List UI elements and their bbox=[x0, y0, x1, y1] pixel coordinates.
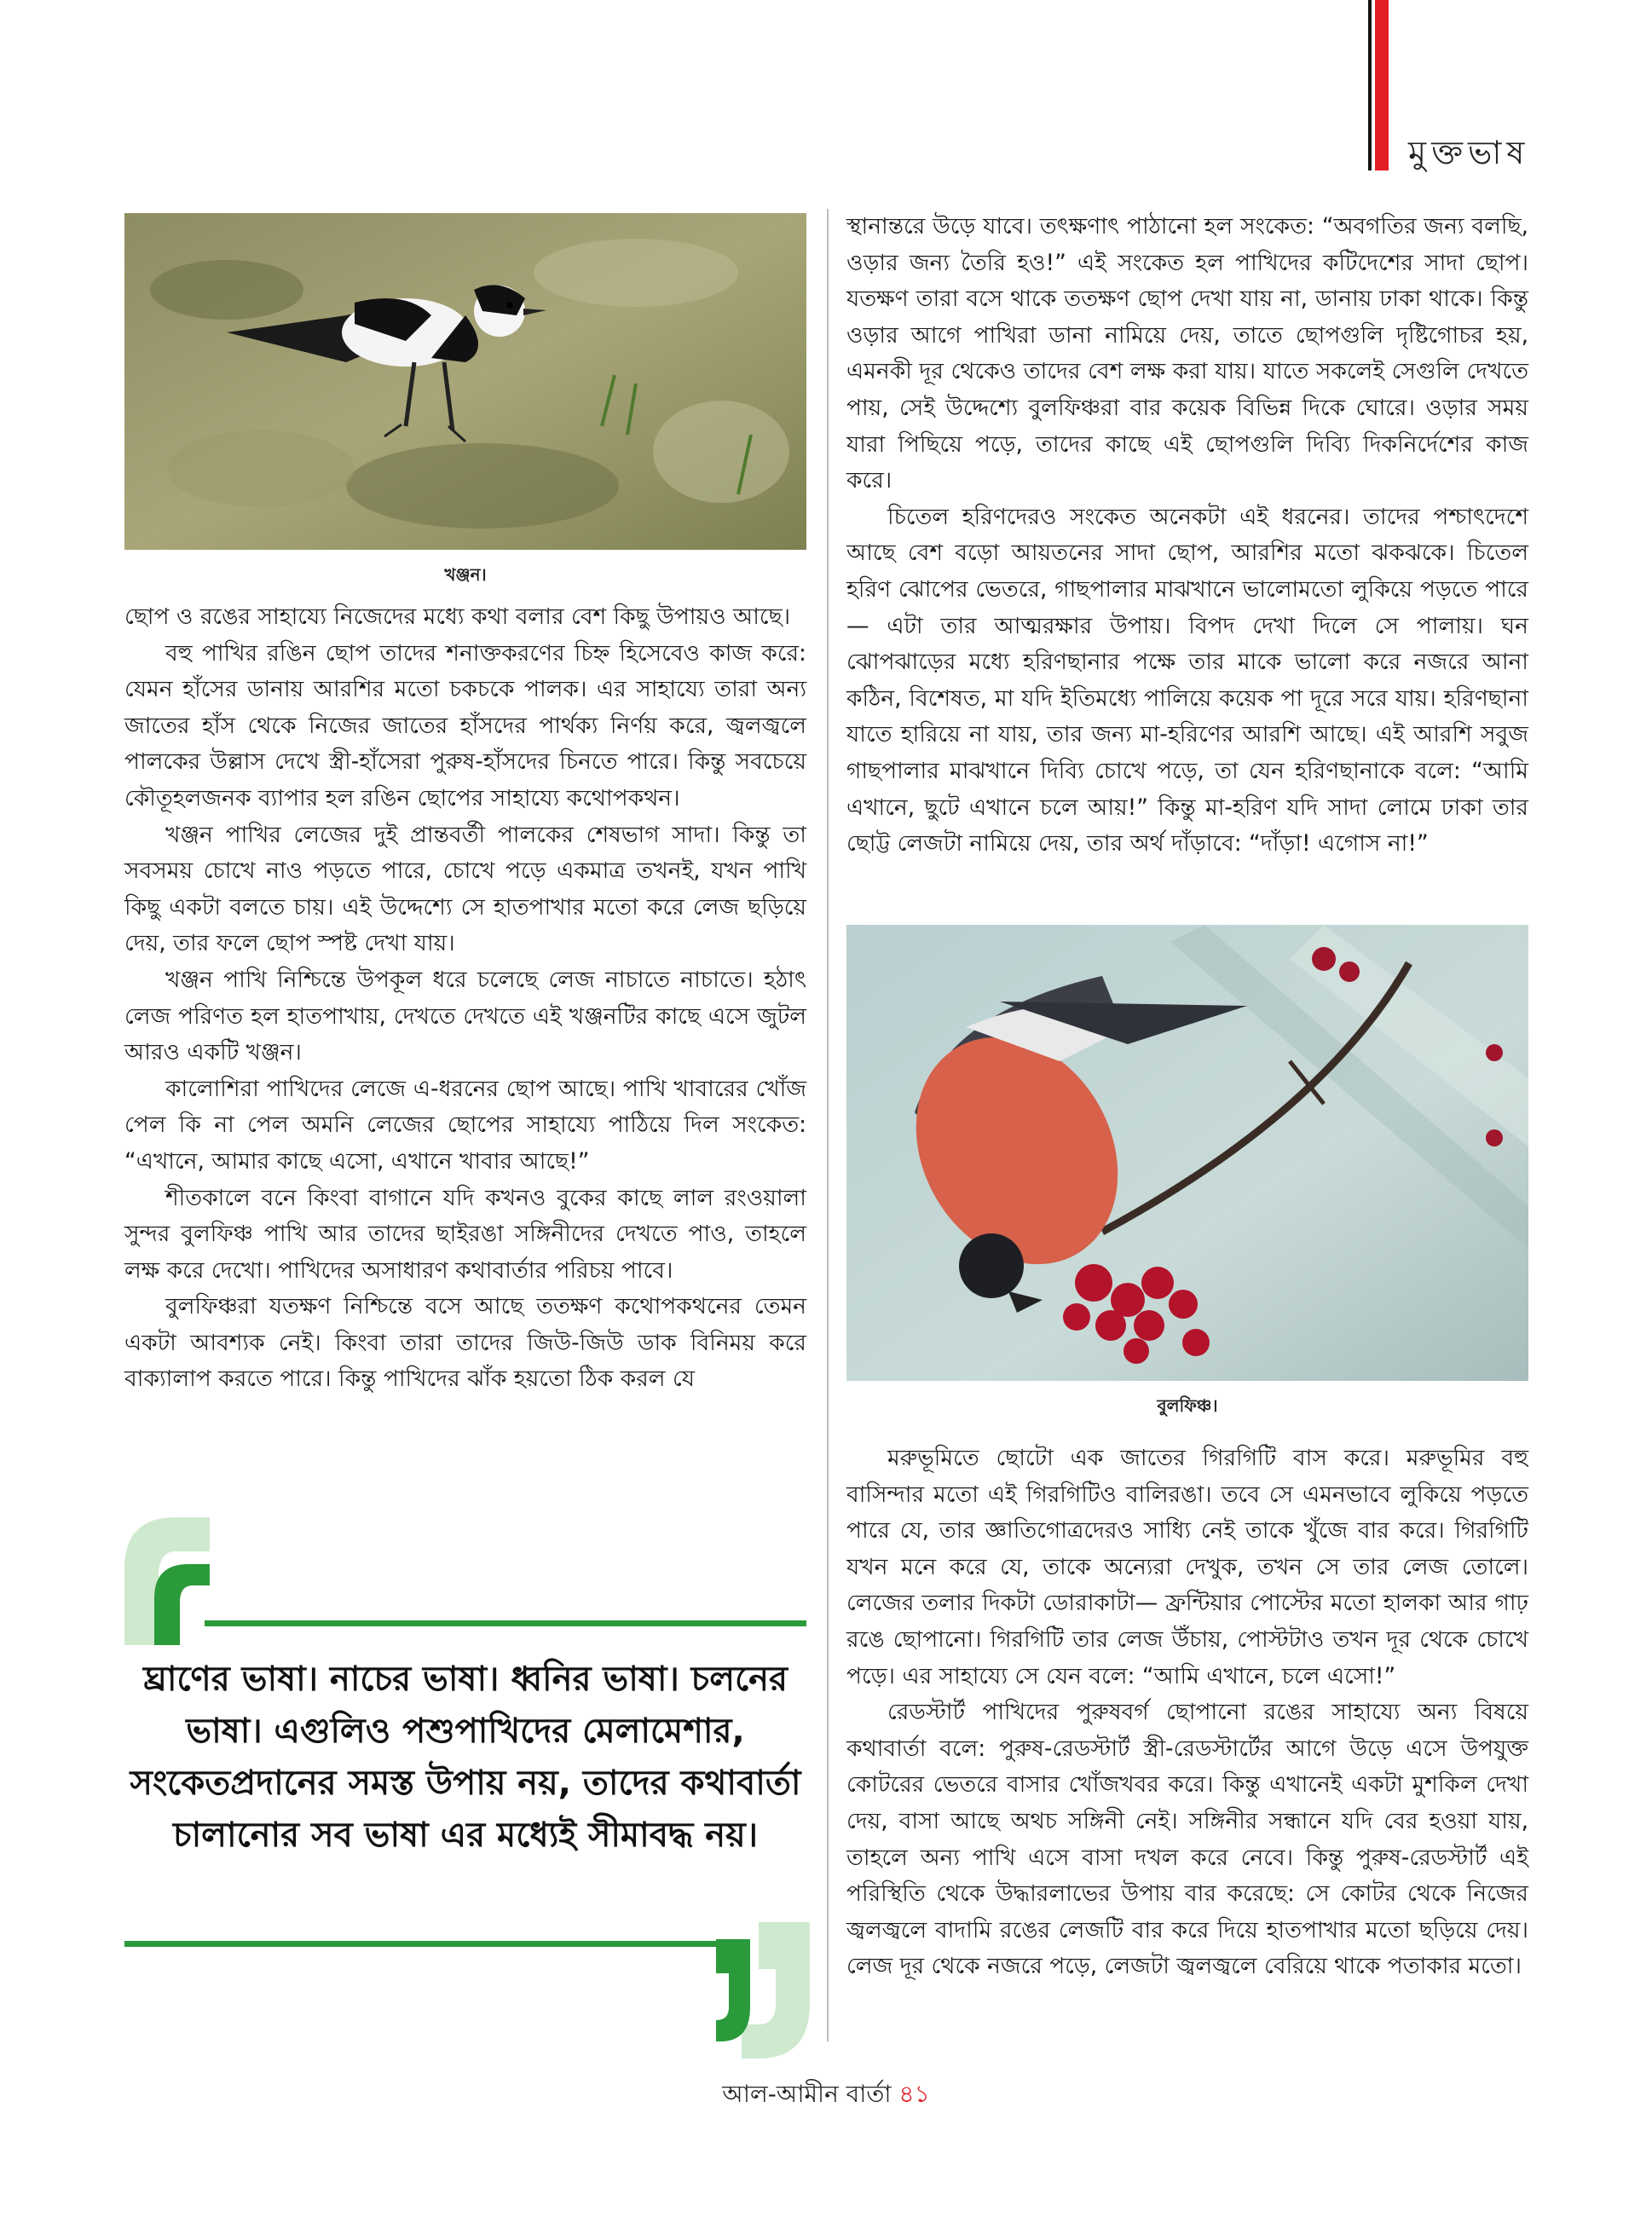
bullfinch-photo bbox=[846, 925, 1528, 1381]
quote-close-mark-icon bbox=[716, 1922, 810, 2059]
quote-rule-bottom bbox=[124, 1941, 726, 1947]
bullfinch-caption: বুলফিঞ্চ। bbox=[1157, 1395, 1218, 1416]
paragraph: শীতকালে বনে কিংবা বাগানে যদি কখনও বুকের কাছে লাল রংওয়ালা সুন্দর বুলফিঞ্চ পাখি আর তাদের ছাইরঙা সঙ্গিনীদের দেখতে পাও, তাহলে লক্ষ করে দেখো। পাখিদের অসাধারণ কথাবার্তার পরিচয় পাবে। bbox=[124, 1184, 806, 1284]
left-column-text bbox=[124, 599, 806, 1398]
quote-rule-top bbox=[205, 1620, 806, 1626]
quote-open-mark-icon bbox=[124, 1517, 214, 1645]
column-divider bbox=[827, 209, 829, 2041]
paragraph: খঞ্জন পাখি নিশ্চিন্তে উপকূল ধরে চলেছে লেজ নাচাতে নাচাতে। হঠাৎ লেজ পরিণত হল হাতপাখায়, দেখতে দেখতে এই খঞ্জনটির কাছে এসে জুটল আরও একটি খঞ্জন। bbox=[124, 966, 806, 1066]
pull-quote: ঘ্রাণের ভাষা। নাচের ভাষা। ধ্বনির ভাষা। চলনের ভাষা। এগুলিও পশুপাখিদের মেলামেশার, সংকেতপ্রদানের সমস্ত উপায় নয়, তাদের কথাবার্তা চালানোর সব ভাষা এর মধ্যেই সীমাবদ্ধ নয়। bbox=[130, 1660, 801, 1855]
paragraph: খঞ্জন পাখির লেজের দুই প্রান্তবর্তী পালকের শেষভাগ সাদা। কিন্তু তা সবসময় চোখে নাও পড়তে পারে, চোখে পড়ে একমাত্র তখনই, যখন পাখি কিছু একটা বলতে চায়। এই উদ্দেশ্যে সে হাতপাখার মতো করে লেজ ছড়িয়ে দেয়, তার ফলে ছোপ স্পষ্ট দেখা যায়। bbox=[124, 821, 806, 957]
publication-name: আল-আমীন বার্তা bbox=[722, 2080, 892, 2108]
page-number: ৪১ bbox=[898, 2080, 930, 2108]
header-rule-red bbox=[1375, 0, 1389, 170]
paragraph: রেডস্টার্ট পাখিদের পুরুষবর্গ ছোপানো রঙের সাহায্যে অন্য বিষয়ে কথাবার্তা বলে: পুরুষ-রেডস্টার্ট স্ত্রী-রেডস্টার্টের আগে উড়ে এসে উপযুক্ত কোটরের ভেতরে বাসার খোঁজখবর করে। কিন্তু এখানেই একটা মুশকিল দেখা দেয়, বাসা আছে অথচ সঙ্গিনী নেই। সঙ্গিনীর সন্ধানে যদি বের হওয়া যায়, তাহলে অন্য পাখি এসে বাসা দখল করে নেবে। কিন্তু পুরুষ-রেডস্টার্ট এই পরিস্থিতি থেকে উদ্ধারলাভের উপায় বার করেছে: সে কোটর থেকে নিজের জ্বলজ্বলে বাদামি রঙের লেজটি বার করে দিয়ে হাতপাখার মতো ছড়িয়ে দেয়। লেজ দূর থেকে নজরে পড়ে, লেজটা জ্বলজ্বলে বেরিয়ে থাকে পতাকার মতো। bbox=[846, 1699, 1528, 1980]
paragraph: কালোশিরা পাখিদের লেজে এ-ধরনের ছোপ আছে। পাখি খাবারের খোঁজ পেল কি না পেল অমনি লেজের ছোপের সাহায্যে পাঠিয়ে দিল সংকেত: “এখানে, আমার কাছে এসো, এখানে খাবার আছে!” bbox=[124, 1075, 806, 1175]
paragraph: বহু পাখির রঙিন ছোপ তাদের শনাক্তকরণের চিহ্ন হিসেবেও কাজ করে: যেমন হাঁসের ডানায় আরশির মতো চকচকে পালক। এর সাহায্যে তারা অন্য জাতের হাঁস থেকে নিজের জাতের হাঁসদের পার্থক্য নির্ণয় করে, জ্বলজ্বলে পালকের উল্লাস দেখে স্ত্রী-হাঁসেরা পুরুষ-হাঁসদের চিনতে পারে। কিন্তু সবচেয়ে কৌতূহলজনক ব্যাপার হল রঙিন ছোপের সাহায্যে কথোপকথন। bbox=[124, 639, 806, 811]
wagtail-caption: খঞ্জন। bbox=[444, 564, 487, 585]
right-column-bottom-text bbox=[846, 1441, 1528, 1985]
paragraph: ছোপ ও রঙের সাহায্যে নিজেদের মধ্যে কথা বলার বেশ কিছু উপায়ও আছে। bbox=[124, 603, 791, 630]
header-rule-dark bbox=[1368, 0, 1372, 170]
section-label: মুক্তভাষ bbox=[1408, 134, 1530, 171]
wagtail-photo bbox=[124, 213, 806, 550]
paragraph: বুলফিঞ্চরা যতক্ষণ নিশ্চিন্তে বসে আছে ততক্ষণ কথোপকথনের তেমন একটা আবশ্যক নেই। কিংবা তারা তাদের জিউ-জিউ ডাক বিনিময় করে বাক্যালাপ করতে পারে। কিন্তু পাখিদের ঝাঁক হয়তো ঠিক করল যে bbox=[124, 1293, 806, 1393]
paragraph: স্থানান্তরে উড়ে যাবে। তৎক্ষণাৎ পাঠানো হল সংকেত: “অবগতির জন্য বলছি, ওড়ার জন্য তৈরি হও!” এই সংকেত হল পাখিদের কটিদেশের সাদা ছোপ। যতক্ষণ তারা বসে থাকে ততক্ষণ ছোপ দেখা যায় না, ডানায় ঢাকা থাকে। কিন্তু ওড়ার আগে পাখিরা ডানা নামিয়ে দেয়, তাতে ছোপগুলি দৃষ্টিগোচর হয়, এমনকী দূর থেকেও তাদের বেশ লক্ষ করা যায়। যাতে সকলেই সেগুলি দেখতে পায়, সেই উদ্দেশ্যে বুলফিঞ্চরা বার কয়েক বিভিন্ন দিকে ঘোরে। ওড়ার সময় যারা পিছিয়ে পড়ে, তাদের কাছে এই ছোপগুলি দিব্যি দিকনির্দেশের কাজ করে। bbox=[846, 213, 1528, 494]
paragraph: চিতেল হরিণদেরও সংকেত অনেকটা এই ধরনের। তাদের পশ্চাৎদেশে আছে বেশ বড়ো আয়তনের সাদা ছোপ, আরশির মতো ঝকঝকে। চিতেল হরিণ ঝোপের ভেতরে, গাছপালার মাঝখানে ভালোমতো লুকিয়ে পড়তে পারে— এটা তার আত্মরক্ষার উপায়। বিপদ দেখা দিলে সে পালায়। ঘন ঝোপঝাড়ের মধ্যে হরিণছানার পক্ষে তার মাকে ভালো করে নজরে আনা কঠিন, বিশেষত, মা যদি ইতিমধ্যে পালিয়ে কয়েক পা দূরে সরে যায়। হরিণছানা যাতে হারিয়ে না যায়, তার জন্য মা-হরিণের আরশি আছে। এই আরশি সবুজ গাছপালার মাঝখানে দিব্যি চোখে পড়ে, তা যেন হরিণছানাকে বলে: “আমি এখানে, ছুটে এখানে চলে আয়!” কিন্তু মা-হরিণ যদি সাদা লোমে ঢাকা তার ছোট্ট লেজটা নামিয়ে দেয়, তার অর্থ দাঁড়াবে: “দাঁড়া! এগোস না!” bbox=[846, 503, 1528, 858]
paragraph: মরুভূমিতে ছোটো এক জাতের গিরগিটি বাস করে। মরুভূমির বহু বাসিন্দার মতো এই গিরগিটিও বালিরঙা। তবে সে এমনভাবে লুকিয়ে পড়তে পারে যে, তার জ্ঞাতিগোত্রদেরও সাধ্যি নেই তাকে খুঁজে বার করে। গিরগিটি যখন মনে করে যে, তাকে অন্যেরা দেখুক, তখন সে তার লেজ তোলে। লেজের তলার দিকটা ডোরাকাটা— ফ্রন্টিয়ার পোস্টের মতো হালকা আর গাঢ় রঙে ছোপানো। গিরগিটি তার লেজ উঁচায়, পোস্টটাও তখন দূর থেকে চোখে পড়ে। এর সাহায্যে সে যেন বলে: “আমি এখানে, চলে এসো!” bbox=[846, 1445, 1528, 1689]
right-column-top-text bbox=[846, 209, 1528, 863]
page-footer bbox=[0, 2076, 1652, 2116]
